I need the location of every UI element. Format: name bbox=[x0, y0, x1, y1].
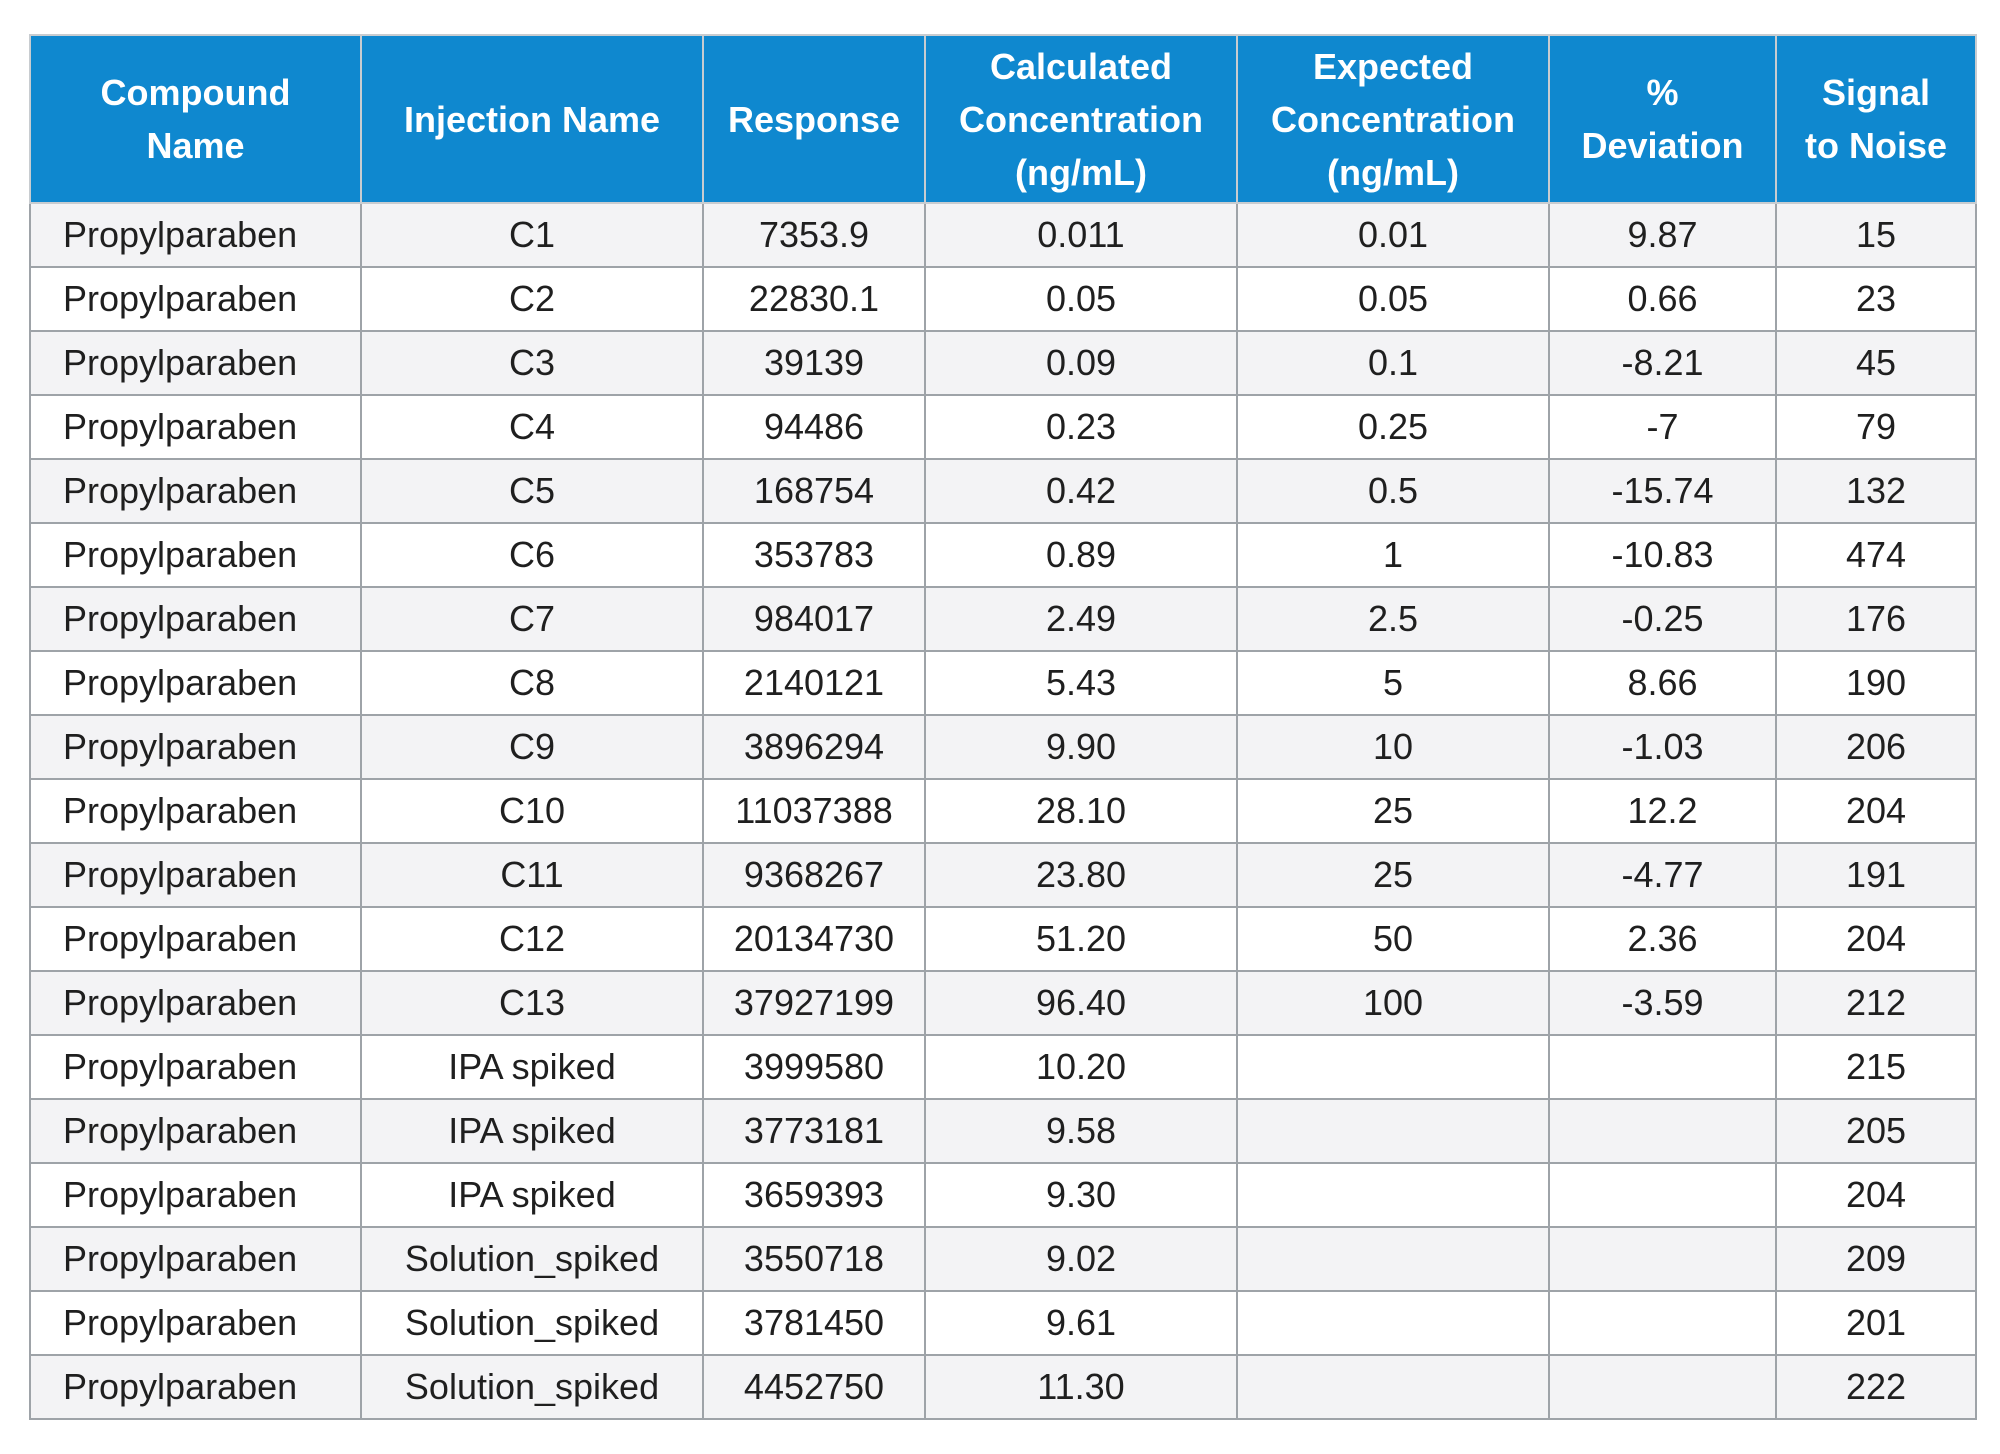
table-row bbox=[30, 651, 1976, 715]
expected-concentration-cell: 50 bbox=[1237, 907, 1549, 971]
signal-to-noise-cell: 15 bbox=[1776, 203, 1976, 267]
table-row bbox=[30, 1291, 1976, 1355]
calculated-concentration-cell: 9.61 bbox=[925, 1291, 1237, 1355]
signal-to-noise-cell: 79 bbox=[1776, 395, 1976, 459]
expected-concentration-cell: 0.5 bbox=[1237, 459, 1549, 523]
percent-deviation-cell: -4.77 bbox=[1549, 843, 1776, 907]
expected-concentration-cell: 0.01 bbox=[1237, 203, 1549, 267]
compound-name-cell: Propylparaben bbox=[30, 395, 361, 459]
header-signal-to-noise: Signal to Noise bbox=[1776, 35, 1976, 203]
response-cell: 7353.9 bbox=[703, 203, 925, 267]
percent-deviation-cell: 12.2 bbox=[1549, 779, 1776, 843]
table-row bbox=[30, 843, 1976, 907]
table-row bbox=[30, 331, 1976, 395]
expected-concentration-cell bbox=[1237, 1163, 1549, 1227]
expected-concentration-cell bbox=[1237, 1227, 1549, 1291]
table-row bbox=[30, 1099, 1976, 1163]
response-cell: 9368267 bbox=[703, 843, 925, 907]
signal-to-noise-cell: 222 bbox=[1776, 1355, 1976, 1419]
response-cell: 20134730 bbox=[703, 907, 925, 971]
expected-concentration-cell: 2.5 bbox=[1237, 587, 1549, 651]
results-table bbox=[29, 34, 1977, 1420]
signal-to-noise-cell: 23 bbox=[1776, 267, 1976, 331]
response-cell: 3659393 bbox=[703, 1163, 925, 1227]
calculated-concentration-cell: 51.20 bbox=[925, 907, 1237, 971]
compound-name-cell: Propylparaben bbox=[30, 1227, 361, 1291]
expected-concentration-cell: 5 bbox=[1237, 651, 1549, 715]
signal-to-noise-cell: 205 bbox=[1776, 1099, 1976, 1163]
table-row bbox=[30, 779, 1976, 843]
signal-to-noise-cell: 190 bbox=[1776, 651, 1976, 715]
table-row bbox=[30, 1355, 1976, 1419]
table-row bbox=[30, 1163, 1976, 1227]
response-cell: 2140121 bbox=[703, 651, 925, 715]
response-cell: 4452750 bbox=[703, 1355, 925, 1419]
signal-to-noise-cell: 215 bbox=[1776, 1035, 1976, 1099]
compound-name-cell: Propylparaben bbox=[30, 1035, 361, 1099]
table-row bbox=[30, 459, 1976, 523]
table-row bbox=[30, 907, 1976, 971]
compound-name-cell: Propylparaben bbox=[30, 843, 361, 907]
percent-deviation-cell: -1.03 bbox=[1549, 715, 1776, 779]
percent-deviation-cell: -15.74 bbox=[1549, 459, 1776, 523]
table-row bbox=[30, 395, 1976, 459]
signal-to-noise-cell: 191 bbox=[1776, 843, 1976, 907]
percent-deviation-cell: 0.66 bbox=[1549, 267, 1776, 331]
percent-deviation-cell: -7 bbox=[1549, 395, 1776, 459]
calculated-concentration-cell: 9.30 bbox=[925, 1163, 1237, 1227]
response-cell: 3550718 bbox=[703, 1227, 925, 1291]
injection-name-cell: C2 bbox=[361, 267, 703, 331]
injection-name-cell: IPA spiked bbox=[361, 1035, 703, 1099]
header-row bbox=[30, 35, 1976, 203]
percent-deviation-cell bbox=[1549, 1035, 1776, 1099]
compound-name-cell: Propylparaben bbox=[30, 1291, 361, 1355]
compound-name-cell: Propylparaben bbox=[30, 331, 361, 395]
table-row bbox=[30, 715, 1976, 779]
injection-name-cell: C1 bbox=[361, 203, 703, 267]
signal-to-noise-cell: 204 bbox=[1776, 907, 1976, 971]
calculated-concentration-cell: 11.30 bbox=[925, 1355, 1237, 1419]
signal-to-noise-cell: 132 bbox=[1776, 459, 1976, 523]
compound-name-cell: Propylparaben bbox=[30, 523, 361, 587]
injection-name-cell: IPA spiked bbox=[361, 1163, 703, 1227]
header-percent-deviation: % Deviation bbox=[1549, 35, 1776, 203]
percent-deviation-cell: 8.66 bbox=[1549, 651, 1776, 715]
signal-to-noise-cell: 474 bbox=[1776, 523, 1976, 587]
response-cell: 984017 bbox=[703, 587, 925, 651]
compound-name-cell: Propylparaben bbox=[30, 203, 361, 267]
signal-to-noise-cell: 212 bbox=[1776, 971, 1976, 1035]
table-row bbox=[30, 523, 1976, 587]
injection-name-cell: C3 bbox=[361, 331, 703, 395]
compound-name-cell: Propylparaben bbox=[30, 779, 361, 843]
expected-concentration-cell bbox=[1237, 1035, 1549, 1099]
injection-name-cell: Solution_spiked bbox=[361, 1291, 703, 1355]
percent-deviation-cell: -3.59 bbox=[1549, 971, 1776, 1035]
table-body bbox=[30, 203, 1976, 1419]
injection-name-cell: C13 bbox=[361, 971, 703, 1035]
signal-to-noise-cell: 176 bbox=[1776, 587, 1976, 651]
expected-concentration-cell bbox=[1237, 1291, 1549, 1355]
expected-concentration-cell: 0.05 bbox=[1237, 267, 1549, 331]
expected-concentration-cell bbox=[1237, 1355, 1549, 1419]
compound-name-cell: Propylparaben bbox=[30, 1099, 361, 1163]
response-cell: 3773181 bbox=[703, 1099, 925, 1163]
calculated-concentration-cell: 9.58 bbox=[925, 1099, 1237, 1163]
calculated-concentration-cell: 23.80 bbox=[925, 843, 1237, 907]
calculated-concentration-cell: 0.23 bbox=[925, 395, 1237, 459]
response-cell: 11037388 bbox=[703, 779, 925, 843]
table-row bbox=[30, 203, 1976, 267]
compound-name-cell: Propylparaben bbox=[30, 651, 361, 715]
percent-deviation-cell bbox=[1549, 1163, 1776, 1227]
percent-deviation-cell bbox=[1549, 1355, 1776, 1419]
injection-name-cell: C4 bbox=[361, 395, 703, 459]
injection-name-cell: C12 bbox=[361, 907, 703, 971]
signal-to-noise-cell: 201 bbox=[1776, 1291, 1976, 1355]
injection-name-cell: C9 bbox=[361, 715, 703, 779]
injection-name-cell: C7 bbox=[361, 587, 703, 651]
header-response: Response bbox=[703, 35, 925, 203]
response-cell: 3999580 bbox=[703, 1035, 925, 1099]
table-header bbox=[30, 35, 1976, 203]
response-cell: 168754 bbox=[703, 459, 925, 523]
compound-name-cell: Propylparaben bbox=[30, 1355, 361, 1419]
compound-name-cell: Propylparaben bbox=[30, 907, 361, 971]
signal-to-noise-cell: 206 bbox=[1776, 715, 1976, 779]
expected-concentration-cell: 0.1 bbox=[1237, 331, 1549, 395]
calculated-concentration-cell: 0.011 bbox=[925, 203, 1237, 267]
calculated-concentration-cell: 2.49 bbox=[925, 587, 1237, 651]
response-cell: 37927199 bbox=[703, 971, 925, 1035]
compound-name-cell: Propylparaben bbox=[30, 715, 361, 779]
header-injection-name: Injection Name bbox=[361, 35, 703, 203]
signal-to-noise-cell: 204 bbox=[1776, 779, 1976, 843]
injection-name-cell: Solution_spiked bbox=[361, 1355, 703, 1419]
response-cell: 39139 bbox=[703, 331, 925, 395]
compound-name-cell: Propylparaben bbox=[30, 587, 361, 651]
response-cell: 94486 bbox=[703, 395, 925, 459]
signal-to-noise-cell: 204 bbox=[1776, 1163, 1976, 1227]
table-row bbox=[30, 1035, 1976, 1099]
percent-deviation-cell: 2.36 bbox=[1549, 907, 1776, 971]
compound-name-cell: Propylparaben bbox=[30, 459, 361, 523]
response-cell: 22830.1 bbox=[703, 267, 925, 331]
calculated-concentration-cell: 9.02 bbox=[925, 1227, 1237, 1291]
response-cell: 3896294 bbox=[703, 715, 925, 779]
expected-concentration-cell bbox=[1237, 1099, 1549, 1163]
expected-concentration-cell: 0.25 bbox=[1237, 395, 1549, 459]
compound-name-cell: Propylparaben bbox=[30, 971, 361, 1035]
expected-concentration-cell: 10 bbox=[1237, 715, 1549, 779]
calculated-concentration-cell: 0.42 bbox=[925, 459, 1237, 523]
expected-concentration-cell: 25 bbox=[1237, 843, 1549, 907]
percent-deviation-cell: -10.83 bbox=[1549, 523, 1776, 587]
compound-name-cell: Propylparaben bbox=[30, 1163, 361, 1227]
injection-name-cell: C6 bbox=[361, 523, 703, 587]
calculated-concentration-cell: 5.43 bbox=[925, 651, 1237, 715]
expected-concentration-cell: 25 bbox=[1237, 779, 1549, 843]
response-cell: 3781450 bbox=[703, 1291, 925, 1355]
calculated-concentration-cell: 0.05 bbox=[925, 267, 1237, 331]
header-expected-concentration: Expected Concentration (ng/mL) bbox=[1237, 35, 1549, 203]
table-row bbox=[30, 1227, 1976, 1291]
calculated-concentration-cell: 10.20 bbox=[925, 1035, 1237, 1099]
percent-deviation-cell: -0.25 bbox=[1549, 587, 1776, 651]
signal-to-noise-cell: 45 bbox=[1776, 331, 1976, 395]
calculated-concentration-cell: 28.10 bbox=[925, 779, 1237, 843]
compound-name-cell: Propylparaben bbox=[30, 267, 361, 331]
percent-deviation-cell bbox=[1549, 1227, 1776, 1291]
injection-name-cell: C8 bbox=[361, 651, 703, 715]
percent-deviation-cell bbox=[1549, 1291, 1776, 1355]
percent-deviation-cell bbox=[1549, 1099, 1776, 1163]
injection-name-cell: IPA spiked bbox=[361, 1099, 703, 1163]
table-row bbox=[30, 587, 1976, 651]
calculated-concentration-cell: 0.09 bbox=[925, 331, 1237, 395]
table-row bbox=[30, 267, 1976, 331]
expected-concentration-cell: 100 bbox=[1237, 971, 1549, 1035]
calculated-concentration-cell: 9.90 bbox=[925, 715, 1237, 779]
expected-concentration-cell: 1 bbox=[1237, 523, 1549, 587]
table-row bbox=[30, 971, 1976, 1035]
header-compound-name: Compound Name bbox=[30, 35, 361, 203]
calculated-concentration-cell: 96.40 bbox=[925, 971, 1237, 1035]
signal-to-noise-cell: 209 bbox=[1776, 1227, 1976, 1291]
injection-name-cell: Solution_spiked bbox=[361, 1227, 703, 1291]
response-cell: 353783 bbox=[703, 523, 925, 587]
injection-name-cell: C5 bbox=[361, 459, 703, 523]
header-calculated-concentration: Calculated Concentration (ng/mL) bbox=[925, 35, 1237, 203]
percent-deviation-cell: -8.21 bbox=[1549, 331, 1776, 395]
injection-name-cell: C10 bbox=[361, 779, 703, 843]
calculated-concentration-cell: 0.89 bbox=[925, 523, 1237, 587]
injection-name-cell: C11 bbox=[361, 843, 703, 907]
percent-deviation-cell: 9.87 bbox=[1549, 203, 1776, 267]
